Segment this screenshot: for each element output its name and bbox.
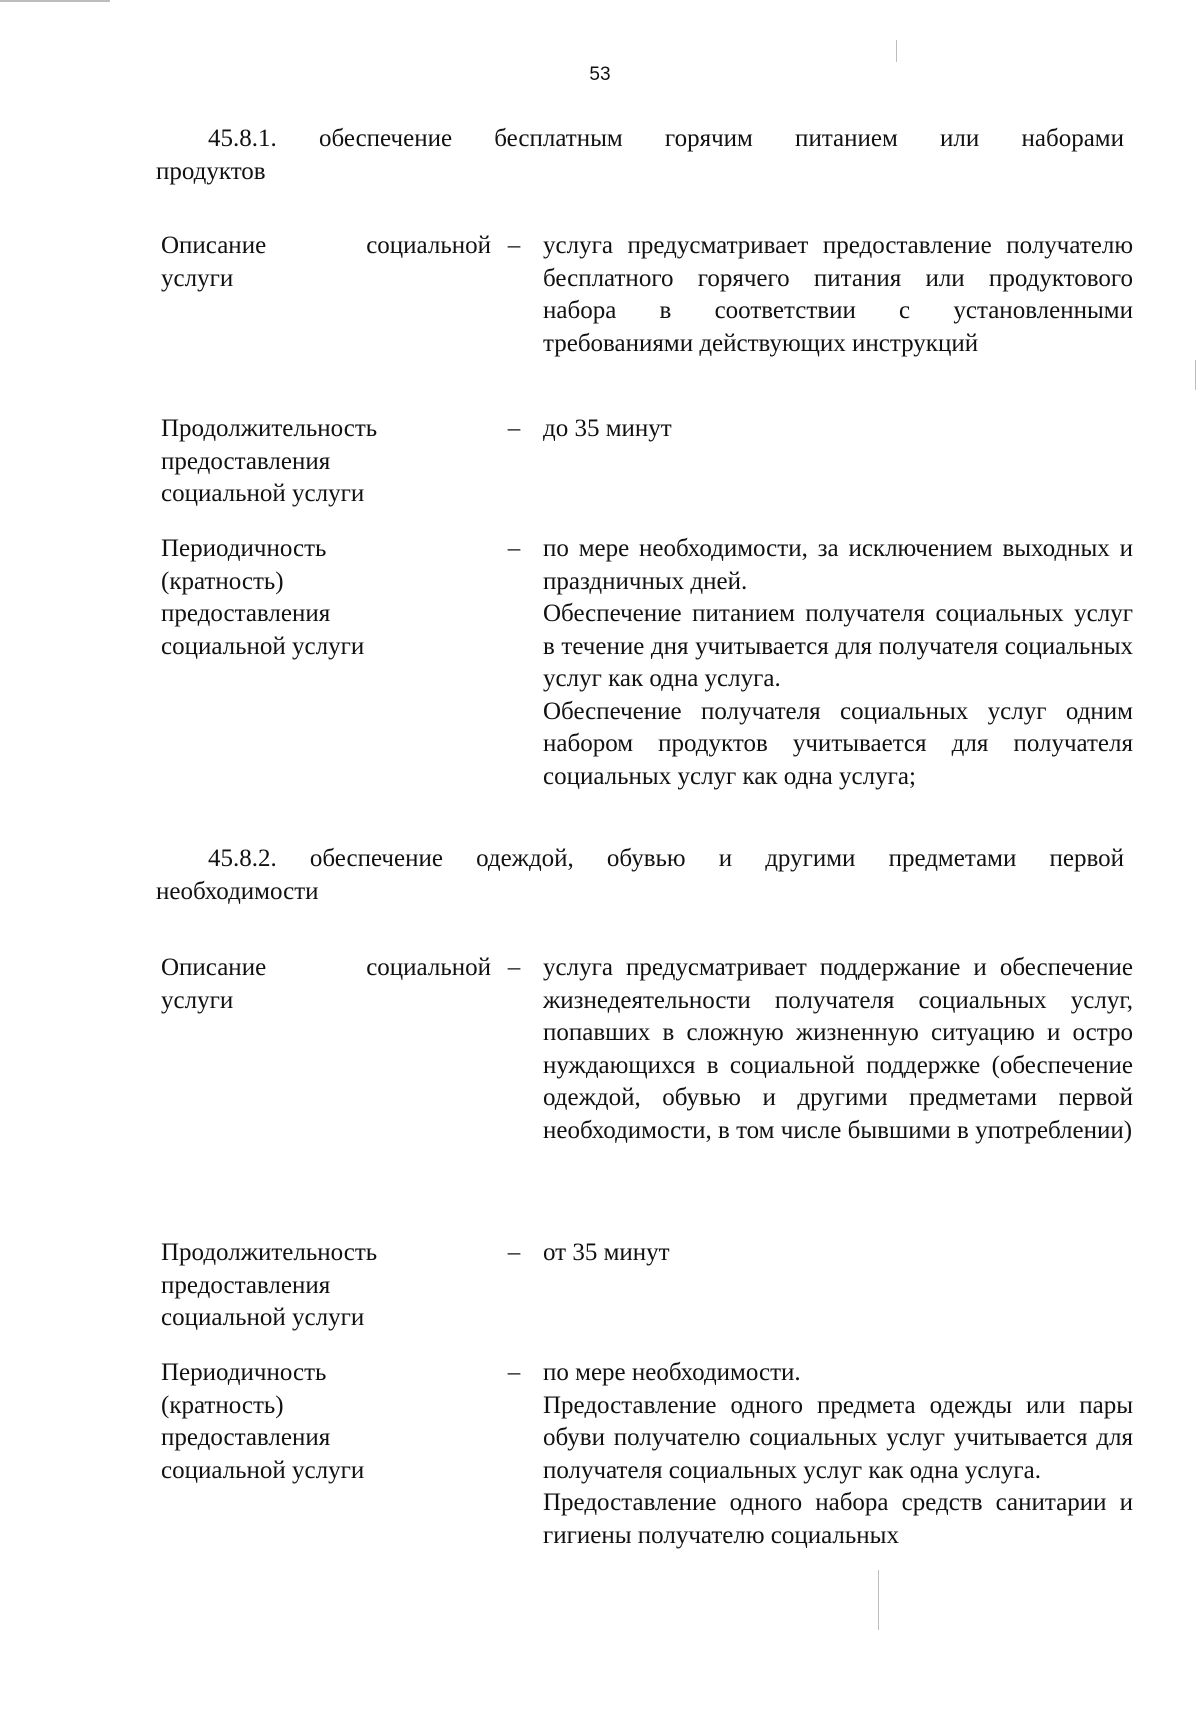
value-paragraph: Обеспечение питанием получателя социальных услуг в течение дня учитывается для получателя социальных услуг как одна услуга. bbox=[543, 600, 1133, 692]
label-line: предоставления bbox=[161, 447, 331, 475]
row-dash: – bbox=[507, 232, 521, 259]
value-paragraph: Предоставление одного предмета одежды или пары обуви получателю социальных услуг учитывается для получателя социальных услуг как одна услуга. bbox=[543, 1391, 1133, 1484]
scan-artifact bbox=[896, 40, 897, 62]
value-paragraph: услуга предусматривает предоставление получателю бесплатного горячего питания или продуктового набора в соответствии с установленными требованиями действующих инструкций bbox=[543, 232, 1133, 357]
heading-line-1: 45.8.2. обеспечение одеждой, обувью и другими предметами первой bbox=[208, 845, 1124, 872]
row-value bbox=[543, 533, 1133, 793]
label-line: социальной услуги bbox=[161, 632, 365, 660]
value-paragraph: по мере необходимости. bbox=[543, 1359, 801, 1386]
label-line: (кратность) bbox=[161, 567, 284, 595]
row-label bbox=[161, 1237, 491, 1335]
label-line: социальной услуги bbox=[161, 480, 365, 507]
label-line: Периодичность bbox=[161, 535, 327, 562]
value-paragraph: по мере необходимости, за исключением выходных и праздничных дней. bbox=[543, 535, 1133, 595]
row-label bbox=[161, 533, 491, 663]
value-paragraph: Обеспечение получателя социальных услуг одним набором продуктов учитывается для получателя социальных услуг как одна услуга; bbox=[543, 697, 1133, 790]
label-line: услуги bbox=[161, 264, 234, 292]
value-paragraph: до 35 минут bbox=[543, 415, 672, 442]
label-line: предоставления bbox=[161, 1271, 331, 1299]
label-line: Продолжительность bbox=[161, 1239, 378, 1266]
label-line: услуги bbox=[161, 986, 234, 1014]
row-label bbox=[161, 952, 491, 1017]
row-dash: – bbox=[507, 535, 521, 562]
page-number: 53 bbox=[589, 64, 611, 85]
row-dash: – bbox=[507, 954, 521, 981]
label-line: социальной услуги bbox=[161, 1456, 365, 1484]
row-value bbox=[543, 413, 1133, 446]
label-line: Описание социальной bbox=[161, 954, 491, 981]
row-label bbox=[161, 1357, 491, 1487]
label-line: Описание социальной bbox=[161, 232, 491, 259]
scan-artifact bbox=[878, 1570, 879, 1630]
row-value bbox=[543, 1357, 1133, 1552]
scan-artifact bbox=[1195, 360, 1196, 390]
label-line: социальной услуги bbox=[161, 1304, 365, 1331]
heading-line-1: 45.8.1. обеспечение бесплатным горячим питанием или наборами bbox=[208, 125, 1124, 152]
row-label bbox=[161, 413, 491, 511]
row-value bbox=[543, 952, 1133, 1147]
row-value bbox=[543, 230, 1133, 360]
row-dash: – bbox=[507, 415, 521, 442]
label-line: предоставления bbox=[161, 600, 331, 627]
scan-artifact bbox=[0, 0, 110, 2]
label-line: (кратность) bbox=[161, 1391, 284, 1419]
row-dash: – bbox=[507, 1359, 521, 1386]
value-paragraph: от 35 минут bbox=[543, 1239, 670, 1266]
section-heading-45-8-2 bbox=[156, 842, 1124, 908]
heading-line-2: продуктов bbox=[156, 158, 266, 185]
row-label bbox=[161, 230, 491, 295]
label-line: Периодичность bbox=[161, 1359, 327, 1386]
label-line: предоставления bbox=[161, 1424, 331, 1451]
value-paragraph: услуга предусматривает поддержание и обеспечение жизнедеятельности получателя социальных услуг, попавших в сложную жизненную ситуацию и остро нуждающихся в социальной поддержке (обеспечение одеждой, обувью и другими предметами первой необходимости, в том числе бывшими в употреблении) bbox=[543, 954, 1133, 1144]
section-heading-45-8-1 bbox=[156, 122, 1124, 188]
row-dash: – bbox=[507, 1239, 521, 1266]
value-paragraph: Предоставление одного набора средств санитарии и гигиены получателю социальных bbox=[543, 1489, 1133, 1549]
label-line: Продолжительность bbox=[161, 415, 378, 442]
row-value bbox=[543, 1237, 1133, 1270]
heading-line-2: необходимости bbox=[156, 878, 319, 905]
